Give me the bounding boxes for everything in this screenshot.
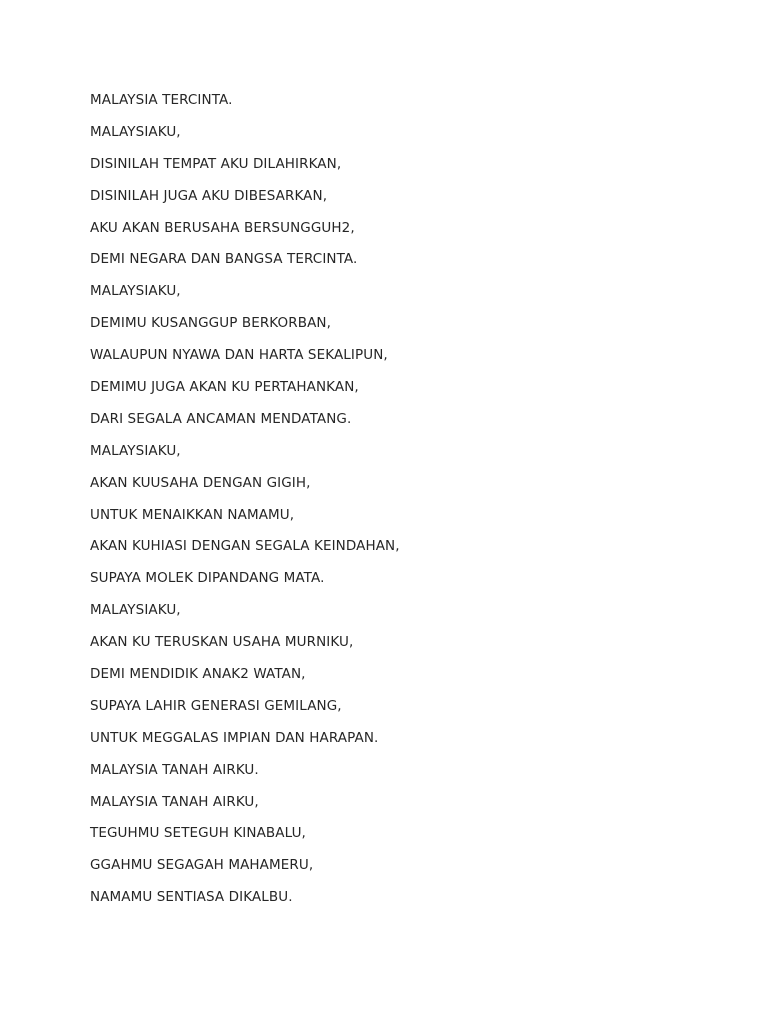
poem-line: UNTUK MENAIKKAN NAMAMU,: [90, 506, 295, 523]
poem-line: SUPAYA LAHIR GENERASI GEMILANG,: [90, 697, 342, 714]
poem-line: MALAYSIA TANAH AIRKU,: [90, 793, 259, 810]
poem-line: TEGUHMU SETEGUH KINABALU,: [90, 825, 306, 842]
poem-line: MALAYSIAKU,: [90, 442, 181, 459]
poem-line: GGAHMU SEGAGAH MAHAMERU,: [90, 857, 314, 874]
poem-text: [90, 91, 400, 920]
poem-line: AKU AKAN BERUSAHA BERSUNGGUH2,: [90, 219, 355, 236]
poem-line: NAMAMU SENTIASA DIKALBU.: [90, 889, 293, 906]
poem-line: MALAYSIAKU,: [90, 602, 181, 619]
poem-line: UNTUK MEGGALAS IMPIAN DAN HARAPAN.: [90, 729, 379, 746]
poem-line: DEMIMU JUGA AKAN KU PERTAHANKAN,: [90, 379, 359, 396]
poem-line: MALAYSIAKU,: [90, 123, 181, 140]
poem-line: DARI SEGALA ANCAMAN MENDATANG.: [90, 410, 352, 427]
poem-line: AKAN KUUSAHA DENGAN GIGIH,: [90, 474, 311, 491]
poem-line: DEMI NEGARA DAN BANGSA TERCINTA.: [90, 251, 358, 268]
poem-line: MALAYSIAKU,: [90, 283, 181, 300]
poem-line: AKAN KU TERUSKAN USAHA MURNIKU,: [90, 634, 354, 651]
poem-line: DEMIMU KUSANGGUP BERKORBAN,: [90, 315, 332, 332]
poem-line: WALAUPUN NYAWA DAN HARTA SEKALIPUN,: [90, 347, 388, 364]
poem-line: DISINILAH JUGA AKU DIBESARKAN,: [90, 187, 328, 204]
poem-line: AKAN KUHIASI DENGAN SEGALA KEINDAHAN,: [90, 538, 400, 555]
poem-line: MALAYSIA TANAH AIRKU.: [90, 761, 259, 778]
poem-line: SUPAYA MOLEK DIPANDANG MATA.: [90, 570, 325, 587]
poem-title: MALAYSIA TERCINTA.: [90, 92, 233, 108]
poem-line: DISINILAH TEMPAT AKU DILAHIRKAN,: [90, 155, 342, 172]
poem-line: DEMI MENDIDIK ANAK2 WATAN,: [90, 666, 306, 683]
